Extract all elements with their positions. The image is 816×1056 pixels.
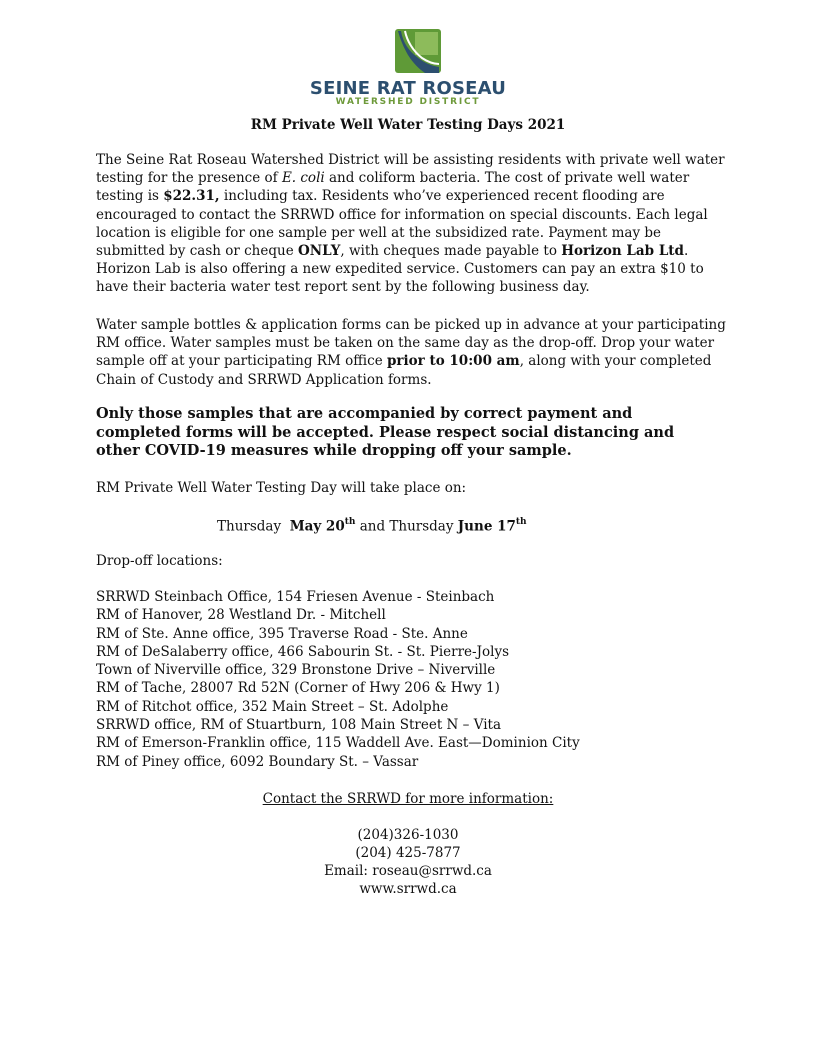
intro-paragraph: The Seine Rat Roseau Watershed District will be assisting residents with private well water testing for the presence of E. coli and coliform bacteria. The cost of private well water testing is $22.31, including tax. Residents who’ve experienced recent flooding are encouraged to contact the SRRWD office for information on special discounts. Each legal location is eligible for one sample per well at the subsidized rate. Payment may be submitted by cash or cheque ONLY, with cheques made payable to Horizon Lab Ltd. Horizon Lab is also offering a new expedited service. Customers can pay an extra $10 to have their bacteria water test report sent by the following business day. bbox=[96, 152, 725, 296]
watershed-logo-icon bbox=[395, 29, 441, 73]
dropoff-heading: Drop-off locations: bbox=[96, 553, 223, 569]
organization-logo-name: SEINE RAT ROSEAU bbox=[309, 78, 507, 99]
location-item: RM of Piney office, 6092 Boundary St. – Vassar bbox=[96, 753, 419, 770]
contact-website: www.srrwd.ca bbox=[359, 881, 457, 897]
location-item: RM of Hanover, 28 Westland Dr. - Mitchell bbox=[96, 607, 386, 624]
location-item: RM of Ritchot office, 352 Main Street – St. Adolphe bbox=[96, 698, 449, 715]
acceptance-notice: Only those samples that are accompanied by correct payment and completed forms will be accepted. Please respect social distancing and other COVID-19 measures while dropping off your sample. bbox=[96, 405, 675, 459]
location-item: SRRWD Steinbach Office, 154 Friesen Avenue - Steinbach bbox=[96, 589, 495, 605]
document-title: RM Private Well Water Testing Days 2021 bbox=[250, 117, 566, 133]
testing-dates: Thursday May 20th and Thursday June 17th bbox=[217, 517, 527, 535]
location-item: SRRWD office, RM of Stuartburn, 108 Main Street N – Vita bbox=[96, 717, 501, 734]
contact-phone-1: (204)326-1030 bbox=[357, 827, 459, 843]
location-item: RM of Emerson-Franklin office, 115 Waddell Ave. East—Dominion City bbox=[96, 735, 580, 752]
contact-heading: Contact the SRRWD for more information: bbox=[262, 791, 554, 807]
dropoff-locations-list bbox=[96, 588, 580, 771]
location-item: Town of Niverville office, 329 Bronstone Drive – Niverville bbox=[96, 662, 496, 679]
contact-email: Email: roseau@srrwd.ca bbox=[324, 863, 492, 879]
pickup-paragraph: Water sample bottles & application forms can be picked up in advance at your participating RM office. Water samples must be taken on the same day as the drop-off. Drop your water sample off at your participating RM office prior to 10:00 am, along with your completed Chain of Custody and SRRWD Application forms. bbox=[96, 317, 726, 388]
organization-logo-subtitle: WATERSHED DISTRICT bbox=[335, 97, 481, 107]
contact-phone-2: (204) 425-7877 bbox=[355, 845, 461, 861]
location-item: RM of Tache, 28007 Rd 52N (Corner of Hwy 206 & Hwy 1) bbox=[96, 680, 500, 697]
location-item: RM of DeSalaberry office, 466 Sabourin St. - St. Pierre-Jolys bbox=[96, 643, 509, 660]
contact-info bbox=[0, 826, 816, 898]
schedule-intro: RM Private Well Water Testing Day will take place on: bbox=[96, 480, 467, 496]
location-item: RM of Ste. Anne office, 395 Traverse Road - Ste. Anne bbox=[96, 625, 468, 642]
